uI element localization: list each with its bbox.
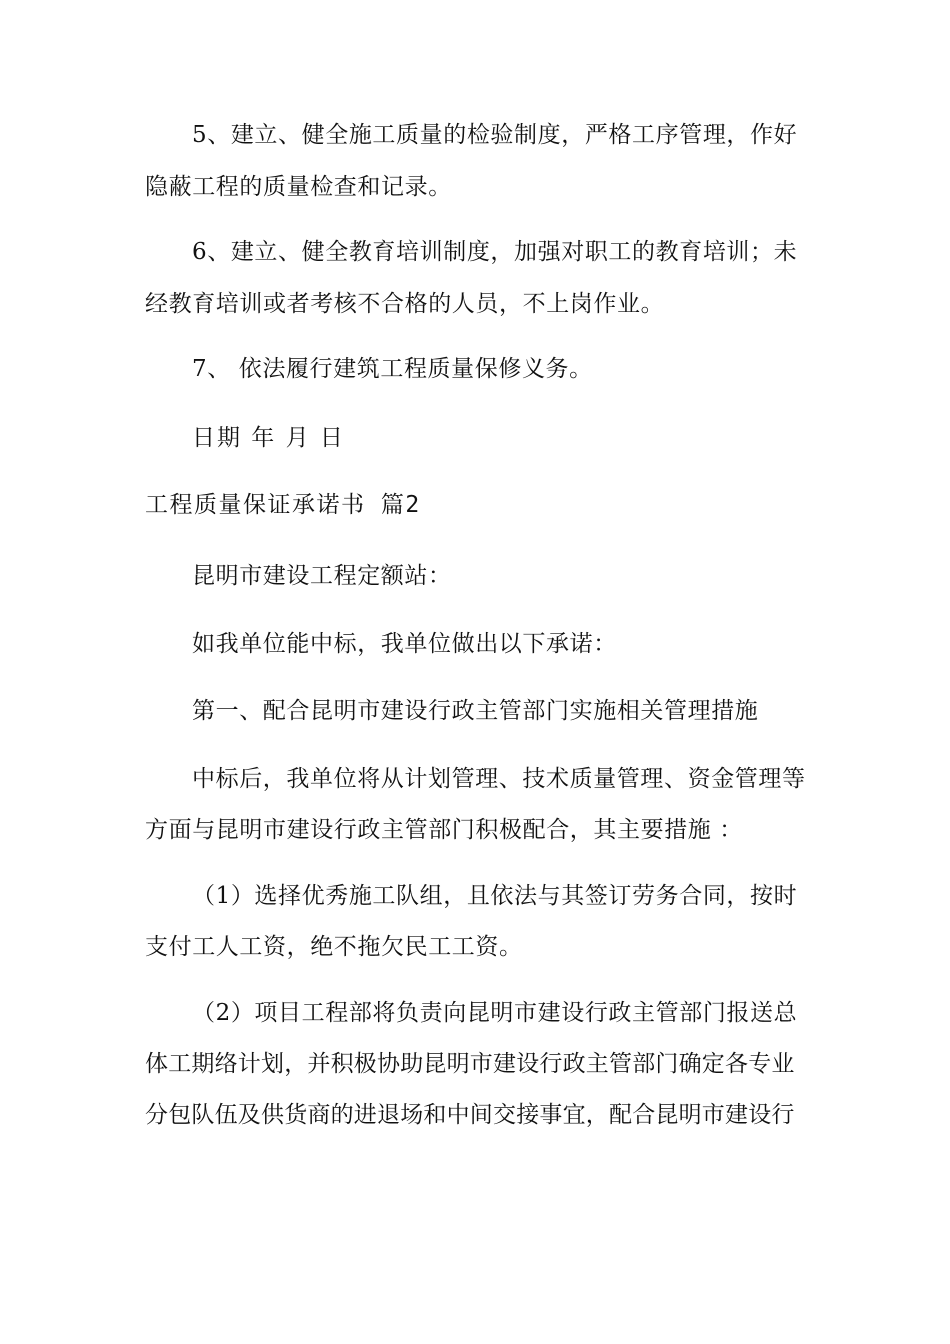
measure-1-line-1: （1）选择优秀施工队组，且依法与其签订劳务合同，按时: [192, 883, 798, 909]
paragraph-measures-line-2: 方面与昆明市建设行政主管部门积极配合，其主要措施 ：: [145, 817, 743, 843]
measure-2-line-2: 体工期络计划，并积极协助昆明市建设行政主管部门确定各专业: [145, 1051, 795, 1077]
addressee: 昆明市建设工程定额站：: [192, 563, 452, 589]
item-5-line-1: 5、建立、健全施工质量的检验制度，严格工序管理，作好: [192, 122, 798, 148]
measure-2-line-1: （2）项目工程部将负责向昆明市建设行政主管部门报送总: [192, 1000, 798, 1026]
item-6-line-2: 经教育培训或者考核不合格的人员，不上岗作业。: [145, 291, 665, 317]
section-heading: 工程质量保证承诺书 篇2: [145, 492, 421, 518]
item-7-line-1: 7、 依法履行建筑工程质量保修义务。: [192, 356, 593, 382]
item-6-line-1: 6、建立、健全教育培训制度，加强对职工的教育培训；未: [192, 239, 798, 265]
date-line: 日期 年 月 日: [192, 425, 345, 451]
measure-1-line-2: 支付工人工资，绝不拖欠民工工资。: [145, 934, 523, 960]
measure-2-line-3: 分包队伍及供货商的进退场和中间交接事宜，配合昆明市建设行: [145, 1102, 795, 1128]
paragraph-commitment-intro: 如我单位能中标，我单位做出以下承诺：: [192, 631, 617, 657]
paragraph-first-point: 第一、配合昆明市建设行政主管部门实施相关管理措施: [192, 698, 759, 724]
item-5-line-2: 隐蔽工程的质量检查和记录。: [145, 174, 452, 200]
paragraph-measures-line-1: 中标后，我单位将从计划管理、技术质量管理、资金管理等: [192, 766, 806, 792]
